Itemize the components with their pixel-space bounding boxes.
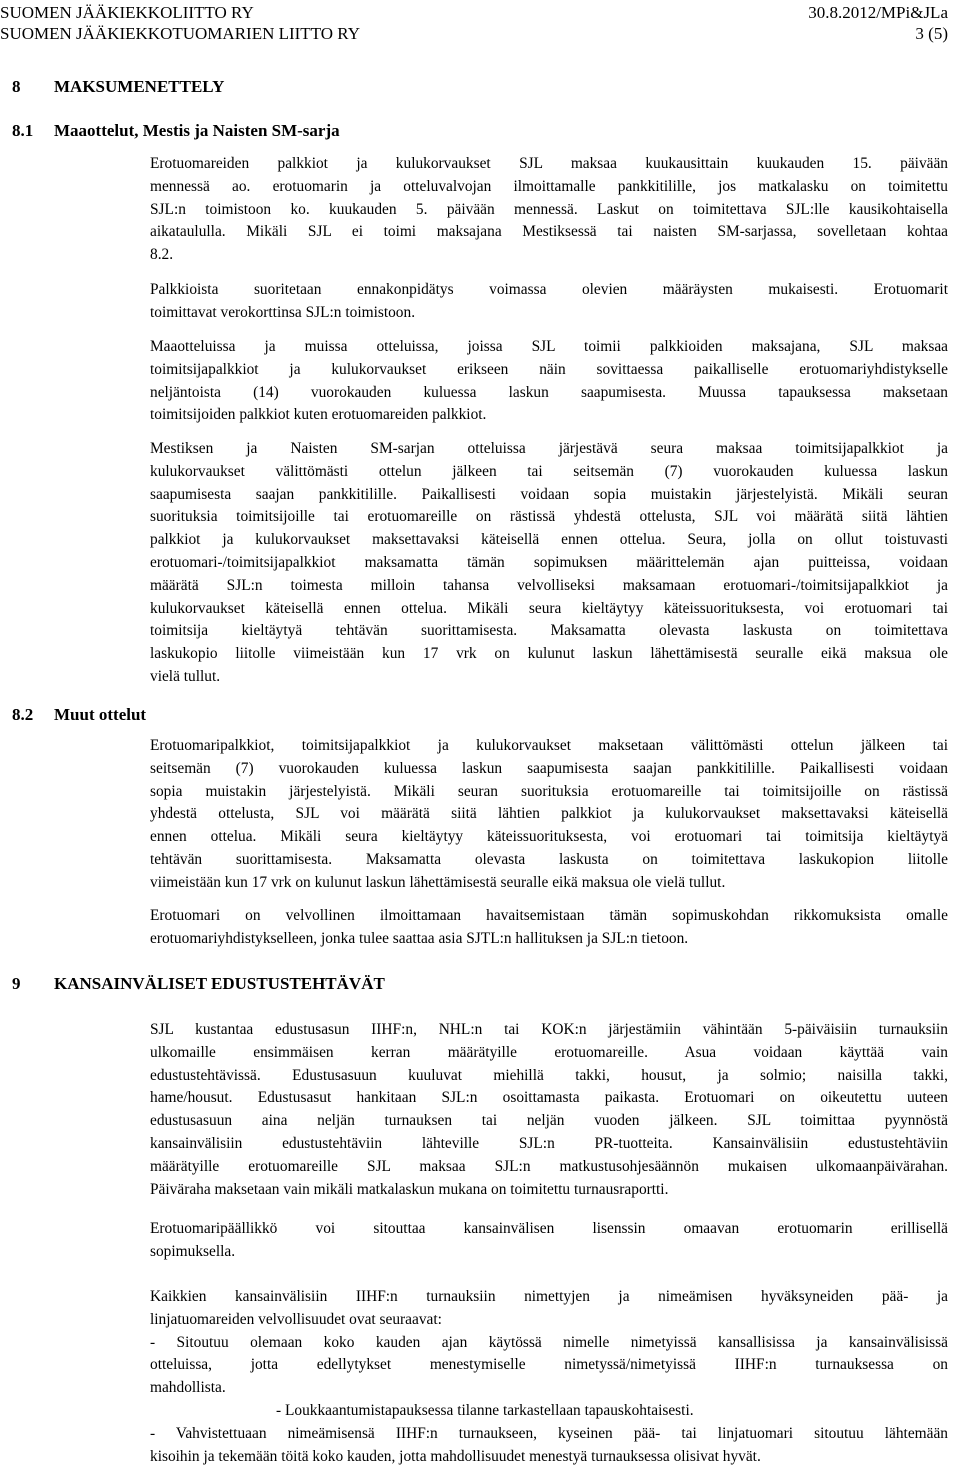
header-org-2: SUOMEN JÄÄKIEKKOTUOMARIEN LIITTO RY xyxy=(0,24,360,43)
paragraph-representation-outfit xyxy=(150,1019,948,1201)
text-line: Maaotteluissa ja muissa otteluissa, joissa SJL toimii palkkioiden maksajana, SJL maksaa xyxy=(150,338,948,355)
paragraph-payment-schedule xyxy=(150,153,948,267)
text-line: linjatuomareiden velvollisuudet ovat seuraavat: xyxy=(150,1310,442,1328)
text-line: määrätä SJL:n toimesta milloin tahansa velvolliseksi maksamaan erotuomari-/toimitsijapalkkiot ja xyxy=(150,576,948,594)
text-line: Päiväraha maksetaan vain mikäli matkalaskun mukana on toimitettu turnausraportti. xyxy=(150,1180,669,1198)
text-line: Palkkioista suoritetaan ennakonpidätys voimassa olevien määräysten mukaisesti. Erotuomarit xyxy=(150,281,948,298)
heading-section-9 xyxy=(12,973,385,995)
text-line: hame/housut. Edustusasut hankitaan SJL:n osoittamasta paikasta. Erotuomari on oikeutettu uuteen xyxy=(150,1089,948,1107)
text-line: Mestiksen ja Naisten SM-sarjan otteluissa järjestävä seura maksaa toimitsijapalkkiot ja xyxy=(150,440,948,457)
text-line: yhdestä ottelusta, SJL voi määrätä siitä lähtien palkkiot ja kulukorvaukset maksettavaksi käteisellä xyxy=(150,805,948,823)
text-line: viimeistään kun 17 vrk on kulunut laskun lähettämisestä seuralle eikä maksua ole vielä tullut. xyxy=(150,873,726,891)
text-line: erotuomariyhdistykselleen, jonka tulee saattaa asia SJTL:n hallituksen ja SJL:n tietoon. xyxy=(150,929,689,947)
heading-section-8 xyxy=(12,76,224,98)
text-line: määrätyille erotuomareille SJL maksaa SJL:n matkustusohjesäännön mukaisen ulkomaanpäivärahan. xyxy=(150,1157,948,1175)
list-item: - Sitoutuu olemaan koko kauden ajan käytössä nimelle nimetyissä kansallisissa ja kansainvälisissä xyxy=(150,1333,948,1351)
heading-number: 9 xyxy=(12,974,21,993)
text-line: neljäntoista (14) vuorokauden kuluessa laskun saapumisesta. Muussa tapauksessa maksetaan xyxy=(150,383,948,401)
heading-number: 8.1 xyxy=(12,121,34,140)
text-line: ulkomaille ensimmäisen kerran määrätyille erotuomareille. Asua voidaan käyttää vain xyxy=(150,1043,948,1061)
paragraph-tax-withholding xyxy=(150,279,948,325)
text-line: toimittavat verokorttinsa SJL:n toimistoon. xyxy=(150,303,416,321)
heading-number: 8.2 xyxy=(12,705,34,724)
text-line: suorituksia toimitsijoille tai erotuomareille on rästissä yhdestä ottelusta, SJL voi määrätä siitä lähtien xyxy=(150,508,948,526)
heading-number: 8 xyxy=(12,77,21,96)
paragraph-international-matches xyxy=(150,336,948,427)
header-org-1: SUOMEN JÄÄKIEKKOLIITTO RY xyxy=(0,3,254,22)
heading-section-8-1 xyxy=(12,120,340,142)
text-line: otteluissa, jotta edellytykset menestymiselle nimetyssä/nimetyissä IIHF:n turnauksessa on xyxy=(150,1356,948,1374)
text-line: toimitsijoiden palkkiot kuten erotuomareiden palkkiot. xyxy=(150,406,487,424)
paragraph-referee-obligation xyxy=(150,905,948,951)
text-line: aikataululla. Mikäli SJL ei toimi maksajana Mestiksessä tai naisten SM-sarjassa, sovelletaan kohtaa xyxy=(150,223,948,241)
text-line: toimitsijapalkkiot ja kulukorvaukset erikseen näin sovittaessa paikalliselle erotuomariyhdistykselle xyxy=(150,360,948,378)
text-line: saapumisesta saajan pankkitilille. Paikallisesti voidaan sopia muistakin järjestelyistä. Mikäli seuran xyxy=(150,485,948,503)
text-line: vielä tullut. xyxy=(150,667,221,685)
text-line: mahdollista. xyxy=(150,1379,226,1397)
heading-title: MAKSUMENETTELY xyxy=(54,77,225,96)
text-line: kulukorvaukset käteisellä ennen ottelua. Mikäli seura kieltäytyy käteissuorituksesta, voi erotuomari tai xyxy=(150,599,948,617)
text-line: edustustehtävissä. Edustusasuun kuuluvat miehillä takki, housut, ja solmio; naisilla takki, xyxy=(150,1066,948,1084)
text-line: Kaikkien kansainvälisiin IIHF:n turnauksiin nimettyjen ja nimeämisen hyväksyneiden pää- ja xyxy=(150,1288,948,1305)
list-item: - Vahvistettuaan nimeämisensä IIHF:n turnaukseen, kyseinen pää- tai linjatuomari sitoutuu lähtemään xyxy=(150,1424,948,1442)
paragraph-other-matches xyxy=(150,735,948,895)
page-header xyxy=(0,2,948,44)
list-item: - Loukkaantumistapauksessa tilanne tarkastellaan tapauskohtaisesti. xyxy=(276,1401,694,1419)
text-line: edustusasuun aina neljän turnauksen tai neljän vuoden jälkeen. SJL toimittaa pyynnöstä xyxy=(150,1112,948,1130)
text-line: kansainvälisiin edustustehtäviin lähteville SJL:n PR-tuotteita. Kansainvälisiin edustustehtäviin xyxy=(150,1134,948,1152)
header-date: 30.8.2012/MPi&JLa xyxy=(808,3,948,22)
text-line: erotuomari-/toimitsijapalkkiot maksamatta tämän sopimuksen määrittelemän ajan puitteissa, voidaan xyxy=(150,553,948,571)
text-line: laskukopio liitolle viimeistään kun 17 vrk on kulunut laskun lähettämisestä seuralle eikä maksua ole xyxy=(150,645,948,663)
paragraph-referee-chief-contract xyxy=(150,1218,948,1264)
text-line: kisoihin ja tekemään töitä koko kauden, jotta mahdollisuudet menestyä turnauksessa olisivat hyvät. xyxy=(150,1447,761,1465)
header-page-number: 3 (5) xyxy=(915,24,948,43)
text-line: kulukorvaukset välittömästi ottelun jälkeen tai seitsemän (7) vuorokauden kuluessa laskun xyxy=(150,462,948,480)
text-line: ennen ottelua. Mikäli seura kieltäytyy käteissuorituksesta, voi erotuomari tai toimitsija kieltäytyä xyxy=(150,828,948,846)
header-line-1 xyxy=(0,2,948,23)
text-line: Erotuomaripalkkiot, toimitsijapalkkiot ja kulukorvaukset maksetaan välittömästi ottelun jälkeen tai xyxy=(150,737,948,754)
text-line: toimitsija kieltäytyä tehtävän suorittamisesta. Maksamatta olevasta laskusta on toimitettava xyxy=(150,622,948,640)
text-line: tehtävän suorittamisesta. Maksamatta olevasta laskusta on toimitettava laskukopion liitolle xyxy=(150,850,948,868)
text-line: palkkiot ja kulukorvaukset maksettavaksi käteisellä ennen ottelua. Seura, jolla on ollut toistuvasti xyxy=(150,531,948,549)
text-line: sopia muistakin järjestelyistä. Mikäli seuran suorituksia erotuomareille tai toimitsijoille on rästissä xyxy=(150,782,948,800)
text-line: SJL kustantaa edustusasun IIHF:n, NHL:n tai KOK:n järjestämiin vähintään 5-päiväisiin turnauksiin xyxy=(150,1021,948,1038)
paragraph-iihf-obligations xyxy=(150,1286,948,1468)
text-line: 8.2. xyxy=(150,246,174,264)
paragraph-mestis-matches xyxy=(150,438,948,689)
text-line: Erotuomaripäällikkö voi sitouttaa kansainvälisen lisenssin omaavan erotuomarin erillisellä xyxy=(150,1220,948,1237)
header-line-2 xyxy=(0,23,948,44)
heading-title: Maaottelut, Mestis ja Naisten SM-sarja xyxy=(54,121,340,140)
heading-section-8-2 xyxy=(12,704,146,726)
heading-title: KANSAINVÄLISET EDUSTUSTEHTÄVÄT xyxy=(54,974,385,993)
text-line: SJL:n toimistoon ko. kuukauden 5. päivään mennessä. Laskut on toimitettava SJL:lle kausikohtaisella xyxy=(150,200,948,218)
heading-title: Muut ottelut xyxy=(54,705,147,724)
text-line: Erotuomareiden palkkiot ja kulukorvaukset SJL maksaa kuukausittain kuukauden 15. päivään xyxy=(150,155,948,172)
text-line: seitsemän (7) vuorokauden kuluessa laskun saapumisesta saajan pankkitilille. Paikallisesti voidaan xyxy=(150,759,948,777)
text-line: mennessä ao. erotuomarin ja otteluvalvojan ilmoittamalle pankkitilille, jos matkalasku on toimitettu xyxy=(150,177,948,195)
text-line: Erotuomari on velvollinen ilmoittamaan havaitsemistaan tämän sopimuskohdan rikkomuksista omalle xyxy=(150,907,948,924)
text-line: sopimuksella. xyxy=(150,1242,236,1260)
